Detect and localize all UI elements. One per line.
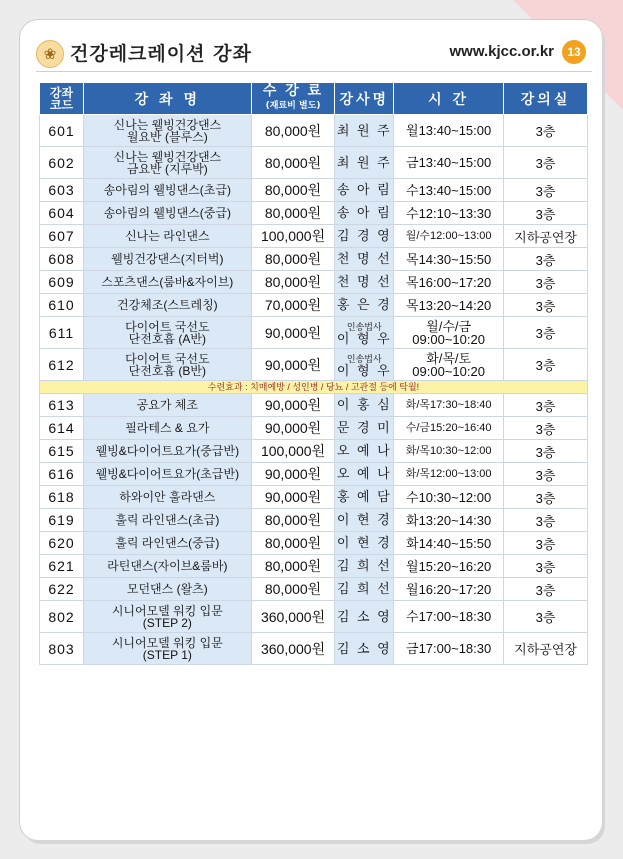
instructor-name: 김 희 선 — [336, 558, 392, 573]
course-instructor — [335, 147, 394, 179]
course-rows — [40, 115, 588, 665]
table-row — [40, 555, 588, 578]
course-fee: 360,000원 — [251, 633, 335, 665]
course-time: 수17:00~18:30 — [394, 601, 504, 633]
benefit-note-row — [40, 381, 588, 394]
course-name: 모던댄스 (왈츠) — [84, 578, 252, 601]
course-code: 610 — [40, 294, 84, 317]
course-room: 3층 — [504, 248, 588, 271]
instructor-title: 인송법사 — [346, 353, 382, 364]
header-instructor: 강사명 — [335, 83, 394, 115]
course-code: 611 — [40, 317, 84, 349]
course-time: 금17:00~18:30 — [394, 633, 504, 665]
course-room: 3층 — [504, 294, 588, 317]
instructor-title: 인송법사 — [346, 321, 382, 332]
course-fee: 80,000원 — [251, 147, 335, 179]
table-row — [40, 271, 588, 294]
instructor-name: 김 경 영 — [336, 228, 392, 243]
course-code: 602 — [40, 147, 84, 179]
course-instructor — [335, 394, 394, 417]
instructor-name: 오 예 나 — [336, 466, 392, 481]
table-row — [40, 509, 588, 532]
course-code: 608 — [40, 248, 84, 271]
course-code: 622 — [40, 578, 84, 601]
table-row — [40, 578, 588, 601]
course-code: 612 — [40, 349, 84, 381]
course-instructor — [335, 349, 394, 381]
course-fee: 80,000원 — [251, 115, 335, 147]
course-time: 목13:20~14:20 — [394, 294, 504, 317]
course-instructor — [335, 578, 394, 601]
course-fee: 360,000원 — [251, 601, 335, 633]
course-room: 3층 — [504, 147, 588, 179]
course-fee: 80,000원 — [251, 202, 335, 225]
course-name: 라틴댄스(자이브&룸바) — [84, 555, 252, 578]
benefit-note: 수련효과 : 치매예방 / 성인병 / 당뇨 / 고관절 등에 탁월! — [40, 381, 588, 394]
course-time: 월15:20~16:20 — [394, 555, 504, 578]
course-instructor — [335, 532, 394, 555]
course-time: 월/수/금 09:00~10:20 — [394, 317, 504, 349]
course-time: 화14:40~15:50 — [394, 532, 504, 555]
course-fee: 90,000원 — [251, 463, 335, 486]
course-code: 603 — [40, 179, 84, 202]
instructor-name: 홍 은 경 — [336, 297, 392, 312]
course-fee: 80,000원 — [251, 271, 335, 294]
instructor-name: 최 원 주 — [336, 154, 392, 170]
instructor-name: 김 소 영 — [336, 640, 392, 656]
course-instructor — [335, 115, 394, 147]
instructor-name: 송 아 림 — [336, 205, 392, 220]
course-time: 수13:40~15:00 — [394, 179, 504, 202]
course-card — [20, 20, 602, 840]
course-room: 3층 — [504, 317, 588, 349]
course-name: 건강체조(스트레칭) — [84, 294, 252, 317]
course-room: 3층 — [504, 271, 588, 294]
course-time: 금13:40~15:00 — [394, 147, 504, 179]
course-instructor — [335, 179, 394, 202]
course-name: 공요가 체조 — [84, 394, 252, 417]
course-code: 601 — [40, 115, 84, 147]
course-room: 3층 — [504, 601, 588, 633]
table-row — [40, 532, 588, 555]
course-name: 필라테스 & 요가 — [84, 417, 252, 440]
course-fee: 90,000원 — [251, 394, 335, 417]
course-time: 수12:10~13:30 — [394, 202, 504, 225]
course-room: 3층 — [504, 202, 588, 225]
course-instructor — [335, 317, 394, 349]
course-time: 화/목10:30~12:00 — [394, 440, 504, 463]
course-room: 3층 — [504, 578, 588, 601]
course-name: 하와이안 훌라댄스 — [84, 486, 252, 509]
course-code: 616 — [40, 463, 84, 486]
instructor-name: 이 현 경 — [336, 512, 392, 527]
course-name: 웰빙&다이어트요가(초급반) — [84, 463, 252, 486]
instructor-name: 이 형 우 — [336, 362, 392, 378]
course-name: 시니어모델 워킹 입문 (STEP 1) — [84, 633, 252, 665]
section-title: 건강레크레이션 강좌 — [70, 43, 252, 65]
course-room: 3층 — [504, 394, 588, 417]
course-name: 시니어모델 워킹 입문 (STEP 2) — [84, 601, 252, 633]
course-fee: 100,000원 — [251, 225, 335, 248]
course-name: 훌릭 라인댄스(중급) — [84, 532, 252, 555]
instructor-name: 최 원 주 — [336, 122, 392, 138]
course-room: 지하공연장 — [504, 225, 588, 248]
website-link[interactable]: www.kjcc.or.kr — [449, 43, 554, 60]
table-row — [40, 349, 588, 381]
header-course-name: 강 좌 명 — [84, 83, 252, 115]
instructor-name: 이 형 우 — [336, 330, 392, 346]
course-instructor — [335, 555, 394, 578]
table-row — [40, 147, 588, 179]
course-table — [39, 82, 588, 665]
course-fee: 80,000원 — [251, 509, 335, 532]
table-row — [40, 394, 588, 417]
page-number-badge: 13 — [562, 40, 586, 64]
course-room: 3층 — [504, 349, 588, 381]
course-instructor — [335, 486, 394, 509]
table-row — [40, 601, 588, 633]
table-row — [40, 486, 588, 509]
course-time: 목14:30~15:50 — [394, 248, 504, 271]
course-name: 웰빙&다이어트요가(중급반) — [84, 440, 252, 463]
instructor-name: 천 명 선 — [336, 251, 392, 266]
course-name: 스포츠댄스(룸바&자이브) — [84, 271, 252, 294]
table-row — [40, 633, 588, 665]
course-name: 다이어트 국선도 단전호흡 (B반) — [84, 349, 252, 381]
course-instructor — [335, 463, 394, 486]
course-code: 802 — [40, 601, 84, 633]
course-name: 훌릭 라인댄스(초급) — [84, 509, 252, 532]
table-row — [40, 463, 588, 486]
table-row — [40, 225, 588, 248]
header-course-code: 강좌 코드 — [40, 83, 84, 115]
course-room: 3층 — [504, 463, 588, 486]
course-time: 화13:20~14:30 — [394, 509, 504, 532]
course-time: 화/목/토 09:00~10:20 — [394, 349, 504, 381]
header-time: 시 간 — [394, 83, 504, 115]
course-time: 화/목17:30~18:40 — [394, 394, 504, 417]
course-code: 607 — [40, 225, 84, 248]
section-header — [36, 35, 592, 72]
course-time: 수10:30~12:00 — [394, 486, 504, 509]
course-room: 3층 — [504, 555, 588, 578]
table-row — [40, 440, 588, 463]
course-fee: 90,000원 — [251, 486, 335, 509]
course-fee: 100,000원 — [251, 440, 335, 463]
course-room: 3층 — [504, 509, 588, 532]
course-instructor — [335, 509, 394, 532]
course-code: 620 — [40, 532, 84, 555]
table-header-row — [40, 83, 588, 115]
course-room: 3층 — [504, 532, 588, 555]
instructor-name: 오 예 나 — [336, 443, 392, 458]
course-instructor — [335, 271, 394, 294]
course-fee: 80,000원 — [251, 578, 335, 601]
course-fee: 80,000원 — [251, 532, 335, 555]
course-room: 3층 — [504, 417, 588, 440]
course-time: 화/목12:00~13:00 — [394, 463, 504, 486]
course-time: 수/금15:20~16:40 — [394, 417, 504, 440]
course-room: 3층 — [504, 486, 588, 509]
table-row — [40, 115, 588, 147]
header-fee: 수 강 료 (재료비 별도) — [251, 83, 335, 115]
course-code: 803 — [40, 633, 84, 665]
course-room: 지하공연장 — [504, 633, 588, 665]
instructor-name: 문 경 미 — [336, 420, 392, 435]
table-row — [40, 202, 588, 225]
course-room: 3층 — [504, 440, 588, 463]
course-room: 3층 — [504, 179, 588, 202]
course-instructor — [335, 601, 394, 633]
course-name: 웰빙건강댄스(지터벅) — [84, 248, 252, 271]
course-code: 619 — [40, 509, 84, 532]
course-instructor — [335, 294, 394, 317]
course-code: 604 — [40, 202, 84, 225]
course-room: 3층 — [504, 115, 588, 147]
course-fee: 90,000원 — [251, 417, 335, 440]
course-code: 615 — [40, 440, 84, 463]
course-instructor — [335, 440, 394, 463]
course-code: 613 — [40, 394, 84, 417]
course-name: 송아림의 웰빙댄스(중급) — [84, 202, 252, 225]
course-code: 614 — [40, 417, 84, 440]
instructor-name: 홍 예 담 — [336, 489, 392, 504]
table-row — [40, 294, 588, 317]
course-name: 신나는 라인댄스 — [84, 225, 252, 248]
course-name: 송아림의 웰빙댄스(초급) — [84, 179, 252, 202]
table-row — [40, 179, 588, 202]
instructor-name: 이 홍 심 — [336, 397, 392, 412]
course-code: 621 — [40, 555, 84, 578]
course-name: 신나는 웰빙건강댄스 월요반 (블루스) — [84, 115, 252, 147]
course-fee: 90,000원 — [251, 317, 335, 349]
course-code: 609 — [40, 271, 84, 294]
course-fee: 80,000원 — [251, 555, 335, 578]
course-time: 월13:40~15:00 — [394, 115, 504, 147]
table-row — [40, 417, 588, 440]
course-instructor — [335, 248, 394, 271]
header-room: 강의실 — [504, 83, 588, 115]
course-time: 목16:00~17:20 — [394, 271, 504, 294]
course-fee: 80,000원 — [251, 248, 335, 271]
course-instructor — [335, 417, 394, 440]
instructor-name: 이 현 경 — [336, 535, 392, 550]
course-instructor — [335, 202, 394, 225]
course-fee: 80,000원 — [251, 179, 335, 202]
course-code: 618 — [40, 486, 84, 509]
course-fee: 90,000원 — [251, 349, 335, 381]
course-name: 신나는 웰빙건강댄스 금요반 (지루박) — [84, 147, 252, 179]
course-fee: 70,000원 — [251, 294, 335, 317]
instructor-name: 김 소 영 — [336, 608, 392, 624]
instructor-name: 천 명 선 — [336, 274, 392, 289]
instructor-name: 김 희 선 — [336, 581, 392, 596]
course-name: 다이어트 국선도 단전호흡 (A반) — [84, 317, 252, 349]
course-time: 월/수12:00~13:00 — [394, 225, 504, 248]
course-instructor — [335, 225, 394, 248]
table-row — [40, 248, 588, 271]
course-instructor — [335, 633, 394, 665]
course-time: 월16:20~17:20 — [394, 578, 504, 601]
instructor-name: 송 아 림 — [336, 182, 392, 197]
table-row — [40, 317, 588, 349]
flower-logo-icon: ❀ — [36, 40, 64, 68]
